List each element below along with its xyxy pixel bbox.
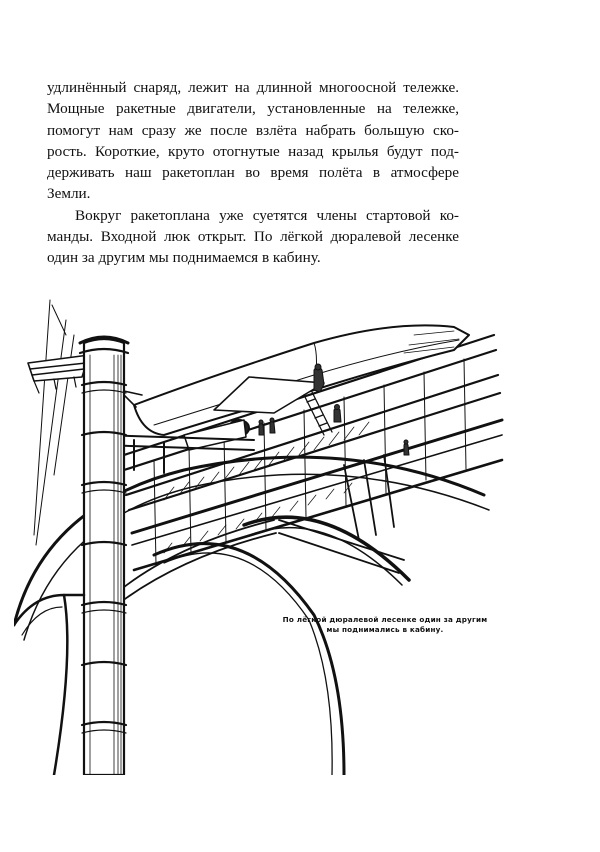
- ladder: [304, 392, 332, 435]
- rocket-plane: [119, 325, 469, 450]
- text-line: держивать наш ракетоплан во время полёта в атмосфере: [47, 164, 459, 182]
- text-line: Мощные ракетные двигатели, установленные на тележке,: [47, 100, 459, 118]
- text-line: помогут нам сразу же после взлёта набрать большую ско-: [47, 121, 459, 139]
- paragraph-2: [47, 205, 459, 269]
- caption-line: мы поднимались в кабину.: [326, 625, 444, 634]
- illustration-caption: [272, 615, 498, 635]
- text-line: удлинённый снаряд, лежит на длинной многоосной тележке.: [47, 79, 459, 96]
- text-line: манды. Входной люк открыт. По лёгкой дюралевой лесенке: [47, 228, 459, 246]
- caption-line: По лёгкой дюралевой лесенке один за другим: [282, 615, 488, 624]
- left-platform: [28, 355, 89, 393]
- text-line: Вокруг ракетоплана уже суетятся члены стартовой ко-: [75, 206, 459, 224]
- text-line: рость. Короткие, круто отогнутые назад крылья будут под-: [47, 142, 459, 160]
- scaffold-lines: [34, 300, 74, 545]
- paragraph-1: [47, 77, 459, 205]
- rocket-plane-launch-illustration: [14, 295, 504, 775]
- text-line: Земли.: [47, 185, 91, 203]
- body-text: [47, 77, 459, 269]
- foreground-arc: [14, 595, 84, 775]
- text-line: один за другим мы поднимаемся в кабину.: [47, 249, 321, 267]
